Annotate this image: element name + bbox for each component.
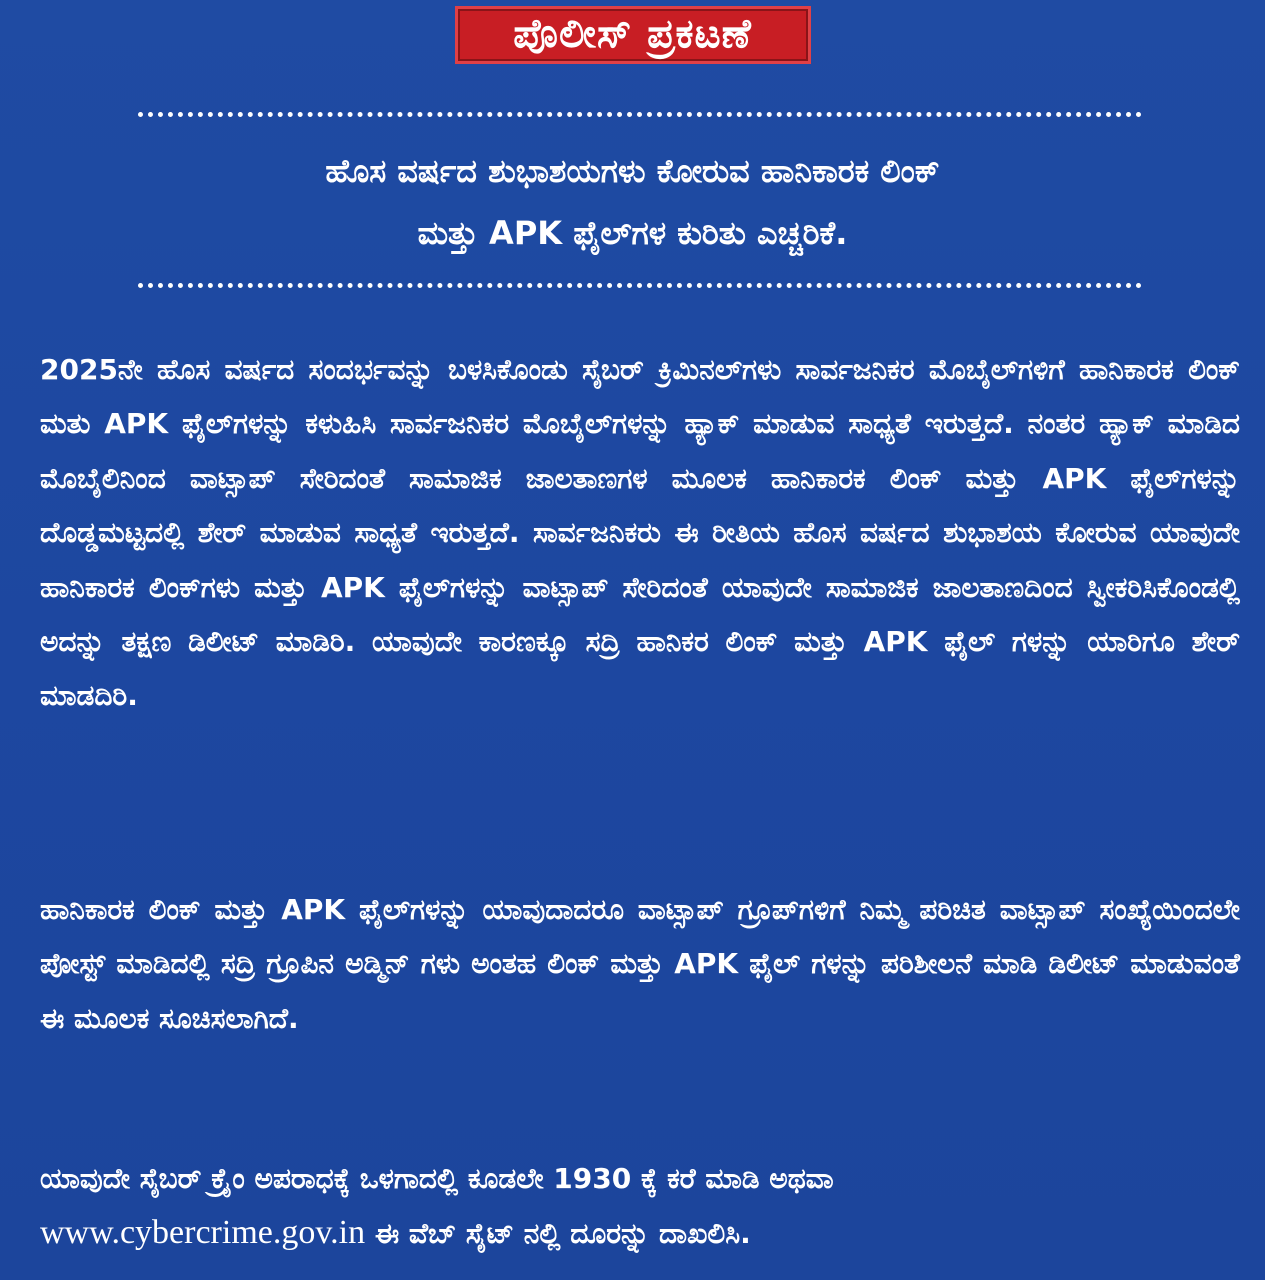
notice-headline: [100, 140, 1165, 264]
headline-line-1: ಹೊಸ ವರ್ಷದ ಶುಭಾಶಯಗಳು ಕೋರುವ ಹಾನಿಕಾರಕ ಲಿಂಕ್: [325, 152, 940, 190]
banner-title: ಪೊಲೀಸ್ ಪ್ರಕಟಣೆ: [513, 11, 752, 57]
dotted-divider-top: [138, 112, 1142, 117]
banner-container: [0, 6, 1265, 64]
paragraph-reporting: [40, 1152, 1240, 1262]
reporting-line-2-text: ಈ ವೆಬ್ ಸೈಟ್ ನಲ್ಲಿ ದೂರನ್ನು ದಾಖಲಿಸಿ.: [365, 1217, 751, 1251]
paragraph-warning: 2025ನೇ ಹೊಸ ವರ್ಷದ ಸಂದರ್ಭವನ್ನು ಬಳಸಿಕೊಂಡು ಸೈಬರ್ ಕ್ರಿಮಿನಲ್‌ಗಳು ಸಾರ್ವಜನಿಕರ ಮೊಬೈಲ್‌ಗಳಿಗೆ ಹಾನಿಕಾರಕ ಲಿಂಕ್ ಮತು APK ಫೈಲ್‌ಗಳನ್ನು ಕಳುಹಿಸಿ ಸಾರ್ವಜನಿಕರ ಮೊಬೈಲ್‌ಗಳನ್ನು ಹ್ಯಾಕ್ ಮಾಡುವ ಸಾಧ್ಯತೆ ಇರುತ್ತದೆ. ನಂತರ ಹ್ಯಾಕ್ ಮಾಡಿದ ಮೊಬೈಲಿನಿಂದ ವಾಟ್ಸಾಪ್ ಸೇರಿದಂತೆ ಸಾಮಾಜಿಕ ಜಾಲತಾಣಗಳ ಮೂಲಕ ಹಾನಿಕಾರಕ ಲಿಂಕ್ ಮತ್ತು APK ಫೈಲ್‌ಗಳನ್ನು ದೊಡ್ಡಮಟ್ಟದಲ್ಲಿ ಶೇರ್ ಮಾಡುವ ಸಾಧ್ಯತೆ ಇರುತ್ತದೆ. ಸಾರ್ವಜನಿಕರು ಈ ರೀತಿಯ ಹೊಸ ವರ್ಷದ ಶುಭಾಶಯ ಕೋರುವ ಯಾವುದೇ ಹಾನಿಕಾರಕ ಲಿಂಕ್‌ಗಳು ಮತ್ತು APK ಫೈಲ್‌ಗಳನ್ನು ವಾಟ್ಸಾಪ್ ಸೇರಿದಂತೆ ಯಾವುದೇ ಸಾಮಾಜಿಕ ಜಾಲತಾಣದಿಂದ ಸ್ವೀಕರಿಸಿಕೊಂಡಲ್ಲಿ ಅದನ್ನು ತಕ್ಷಣ ಡಿಲೀಟ್ ಮಾಡಿರಿ. ಯಾವುದೇ ಕಾರಣಕ್ಕೂ ಸದ್ರಿ ಹಾನಿಕರ ಲಿಂಕ್ ಮತ್ತು APK ಫೈಲ್ ಗಳನ್ನು ಯಾರಿಗೂ ಶೇರ್ ಮಾಡದಿರಿ.: [40, 353, 1240, 713]
reporting-line-1: ಯಾವುದೇ ಸೈಬರ್ ಕ್ರೈಂ ಅಪರಾಧಕ್ಕೆ ಒಳಗಾದಲ್ಲಿ ಕೂಡಲೇ 1930 ಕ್ಕೆ ಕರೆ ಮಾಡಿ ಅಥವಾ: [40, 1162, 834, 1195]
police-notice-banner: [455, 6, 811, 64]
paragraph-admin-instruction: ಹಾನಿಕಾರಕ ಲಿಂಕ್ ಮತ್ತು APK ಫೈಲ್‌ಗಳನ್ನು ಯಾವುದಾದರೂ ವಾಟ್ಸಾಪ್ ಗ್ರೂಪ್‌ಗಳಿಗೆ ನಿಮ್ಮ ಪರಿಚಿತ ವಾಟ್ಸಾಪ್ ಸಂಖ್ಯೆಯಿಂದಲೇ ಪೋಸ್ಟ್ ಮಾಡಿದಲ್ಲಿ ಸದ್ರಿ ಗ್ರೂಪಿನ ಅಡ್ಮಿನ್ ಗಳು ಅಂತಹ ಲಿಂಕ್ ಮತ್ತು APK ಫೈಲ್ ಗಳನ್ನು ಪರಿಶೀಲನೆ ಮಾಡಿ ಡಿಲೀಟ್ ಮಾಡುವಂತೆ ಈ ಮೂಲಕ ಸೂಚಿಸಲಾಗಿದೆ.: [40, 893, 1240, 1035]
reporting-line-2: [40, 1206, 1240, 1261]
headline-line-2: ಮತ್ತು APK ಫೈಲ್‌ಗಳ ಕುರಿತು ಎಚ್ಚರಿಕೆ.: [417, 214, 848, 252]
dotted-divider-bottom: [138, 283, 1142, 288]
cybercrime-website-link[interactable]: www.cybercrime.gov.in: [40, 1214, 366, 1252]
